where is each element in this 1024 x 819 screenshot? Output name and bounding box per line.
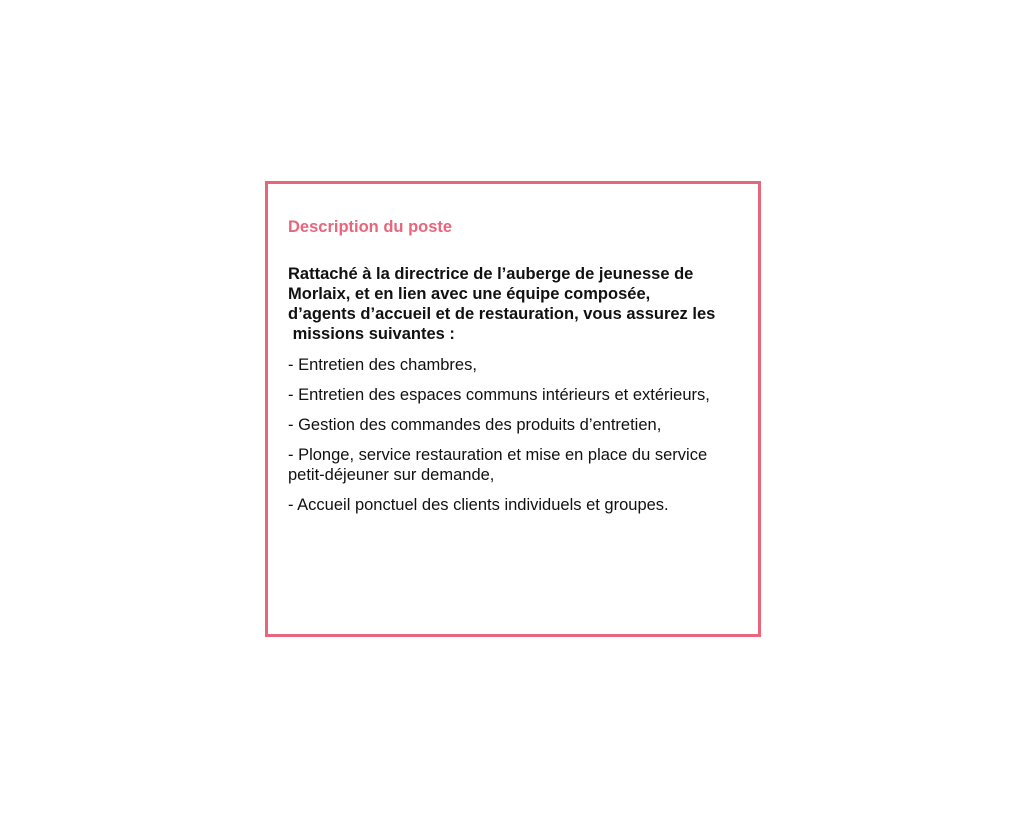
job-description-card [265, 181, 761, 637]
list-item-text: - Plonge, service restauration et mise en place du service [288, 446, 708, 464]
section-title: Description du poste [288, 218, 453, 236]
list-item [288, 385, 740, 405]
intro-line: d’agents d’accueil et de restauration, vous assurez les [288, 305, 716, 323]
list-item-text: - Gestion des commandes des produits d’entretien, [288, 416, 662, 434]
missions-list [288, 355, 740, 515]
list-item [288, 415, 740, 435]
list-item-text: petit-déjeuner sur demande, [288, 466, 495, 484]
intro-line: Rattaché à la directrice de l’auberge de jeunesse de [288, 265, 694, 283]
list-item [288, 355, 740, 375]
list-item-text: - Entretien des chambres, [288, 356, 477, 374]
intro-paragraph [288, 264, 740, 344]
list-item-text: - Accueil ponctuel des clients individuels et groupes. [288, 496, 669, 514]
list-item [288, 495, 740, 515]
intro-line: missions suivantes : [288, 325, 455, 343]
intro-line: Morlaix, et en lien avec une équipe composée, [288, 285, 651, 303]
list-item [288, 445, 740, 485]
list-item-text: - Entretien des espaces communs intérieurs et extérieurs, [288, 386, 710, 404]
